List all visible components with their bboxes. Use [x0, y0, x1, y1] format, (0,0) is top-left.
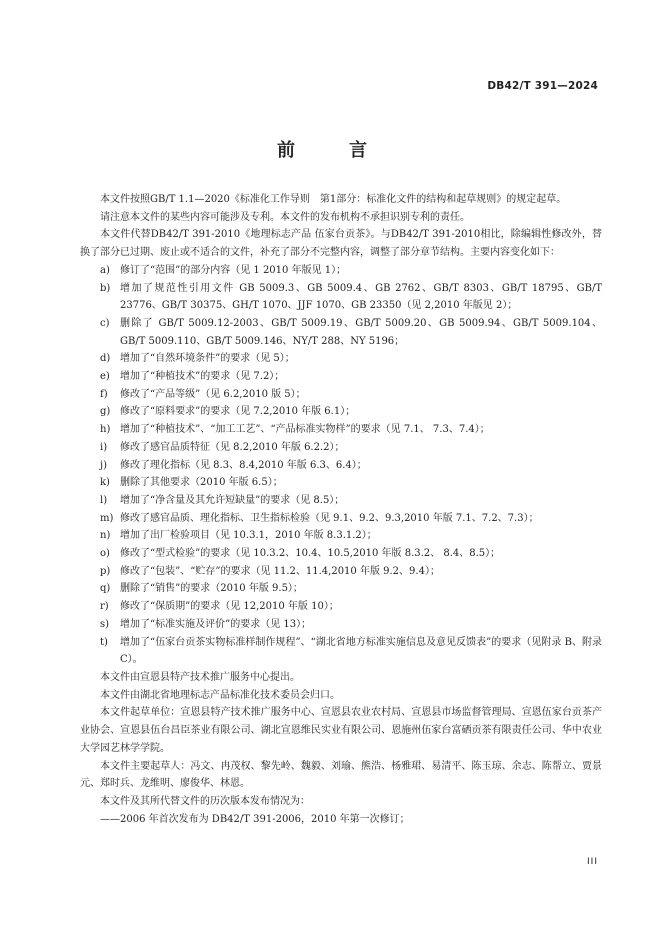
list-item-text: 删除了 GB/T 5009.12-2003、GB/T 5009.19、GB/T 5009.20、GB 5009.94、GB/T 5009.104、GB/T 5009.110、GB/T 5009.146、NY/T 288、NY 5196； [120, 317, 602, 347]
list-item-label: i) [100, 441, 108, 453]
paragraph: 本文件代替DB42/T 391-2010《地理标志产品 伍家台贡茶》。与DB42/T 391-2010相比，除编辑性修改外，替换了部分已过期、废止或不适合的文件，补充了部分不完整内容，调整了部分章节结构。主要内容变化如下： [80, 229, 602, 259]
paragraph: 本文件主要起草人：冯文、冉茂权、黎先岭、魏毅、刘瑜、熊浩、杨雅珺、易清平、陈玉琼、余志、陈帮立、贾景元、郑时兵、龙维明、廖俊华、林恩。 [80, 760, 602, 790]
list-item-text: 修订了“范围”的部分内容（见 1 2010 年版见 1）； [120, 264, 347, 276]
list-item [80, 421, 602, 439]
changes-list [80, 262, 602, 669]
list-item-text: 增加了“标准实施及评价”的要求（见 13）； [120, 618, 312, 630]
paragraph: 本文件及其所代替文件的历次版本发布情况为： [100, 795, 310, 807]
list-item-text: 修改了“原料要求”的要求（见 7.2,2010 年版 6.1）； [120, 406, 356, 418]
list-item [80, 403, 602, 421]
list-item [80, 510, 602, 528]
list-item-label: o) [100, 548, 110, 560]
paragraph: 本文件由宣恩县特产技术推广服务中心提出。 [100, 671, 300, 683]
list-item [80, 350, 602, 368]
list-item-label: s) [100, 618, 110, 630]
paragraph: 本文件起草单位：宣恩县特产技术推广服务中心、宣恩县农业农村局、宣恩县市场监督管理局、宣恩伍家台贡茶产业协会、宣恩县伍台昌臣茶业有限公司、湖北宣恩维民实业有限公司、恩施州伍家台富硒贡茶有限责任公司、华中农业大学园艺林学学院。 [80, 707, 602, 754]
list-item-label: g) [100, 406, 111, 418]
list-item-label: t) [100, 636, 108, 648]
list-item-label: c) [100, 317, 110, 329]
list-item-text: 修改了“产品等级”（见 6.2,2010 版 5）； [120, 388, 306, 400]
document-code: DB42/T 391—2024 [487, 80, 598, 92]
list-item-text: 增加了“净含量及其允许短缺量”的要求（见 8.5）； [120, 494, 345, 506]
list-item [80, 315, 602, 350]
list-item-label: p) [100, 565, 111, 577]
list-item-label: k) [100, 477, 110, 489]
list-item-label: m) [100, 512, 114, 524]
paragraph: 本文件按照GB/T 1.1—2020《标准化工作导则 第1部分：标准化文件的结构和起草规则》的规定起草。 [100, 194, 567, 205]
list-item [80, 492, 602, 510]
paragraph: 本文件由湖北省地理标志产品标准化技术委员会归口。 [100, 689, 340, 701]
list-item-label: j) [100, 459, 108, 471]
list-item-label: n) [100, 530, 111, 542]
list-item [80, 439, 602, 457]
list-item [80, 262, 602, 280]
list-item-label: f) [100, 388, 108, 400]
list-item-label: d) [100, 353, 111, 365]
list-item [80, 580, 602, 598]
list-item-text: 增加了“伍家台贡茶实物标准样制作规程”、“湖北省地方标准实施信息及意见反馈表”的要求（见附录 B、附录 C）。 [120, 636, 602, 666]
list-item-label: h) [100, 424, 111, 436]
list-item [80, 598, 602, 616]
list-item-text: 删除了其他要求（2010 年版 6.5）； [120, 477, 283, 489]
list-item-label: e) [100, 371, 110, 383]
list-item-text: 修改了感官品质、理化指标、卫生指标检验（见 9.1、9.2、9.3,2010 年版 7.1、7.2、7.3）； [120, 512, 539, 524]
page-number: III [587, 857, 598, 867]
list-item [80, 563, 602, 581]
paragraph: ——2006 年首次发布为 DB42/T 391-2006，2010 年第一次修订； [100, 813, 410, 825]
list-item-text: 增加了规范性引用文件 GB 5009.3、GB 5009.4、GB 2762、GB/T 8303、GB/T 18795、GB/T 23776、GB/T 30375、GH/T 1070、JJF 1070、GB 23350（见 2,2010 年版见 2）； [120, 282, 602, 312]
list-item [80, 527, 602, 545]
list-item-label: q) [100, 583, 111, 595]
list-item-text: 增加了“种植技术”的要求（见 7.2）； [120, 371, 285, 383]
list-item-text: 修改了“保质期”的要求（见 12,2010 年版 10）； [120, 601, 339, 613]
list-item-text: 增加了“种植技术”、“加工工艺”、“产品标准实物样”的要求（见 7.1、 7.3、7.4）； [120, 424, 490, 436]
foreword-body [80, 191, 602, 828]
page-title: 前 言 [277, 140, 385, 161]
list-item-label: l) [100, 494, 108, 506]
list-item-text: 删除了“销售”的要求（2010 年版 9.5）； [120, 583, 303, 595]
paragraph: 请注意本文件的某些内容可能涉及专利。本文件的发布机构不承担识别专利的责任。 [100, 211, 470, 223]
list-item [80, 280, 602, 315]
list-item-text: 修改了理化指标（见 8.3、8.4,2010 年版 6.3、6.4）； [120, 459, 367, 471]
list-item-label: r) [100, 601, 109, 613]
list-item [80, 545, 602, 563]
list-item [80, 474, 602, 492]
list-item-text: 修改了“包装”、“贮存”的要求（见 11.2、11.4,2010 年版 9.2、9.4）； [120, 565, 440, 577]
list-item-text: 增加了出厂检验项目（见 10.3.1，2010 年版 8.3.1.2）； [120, 530, 377, 542]
list-item [80, 386, 602, 404]
list-item-text: 修改了感官品质特征（见 8.2,2010 年版 6.2.2）； [120, 441, 345, 453]
list-item [80, 616, 602, 634]
list-item-label: a) [100, 264, 110, 276]
list-item [80, 457, 602, 475]
list-item-text: 修改了“型式检验”的要求（见 10.3.2、10.4、10.5,2010 年版 8.3.2、 8.4、8.5）； [120, 548, 501, 560]
list-item [80, 634, 602, 669]
list-item-label: b) [100, 282, 111, 294]
list-item-text: 增加了“自然环境条件”的要求（见 5）； [120, 353, 295, 365]
list-item [80, 368, 602, 386]
